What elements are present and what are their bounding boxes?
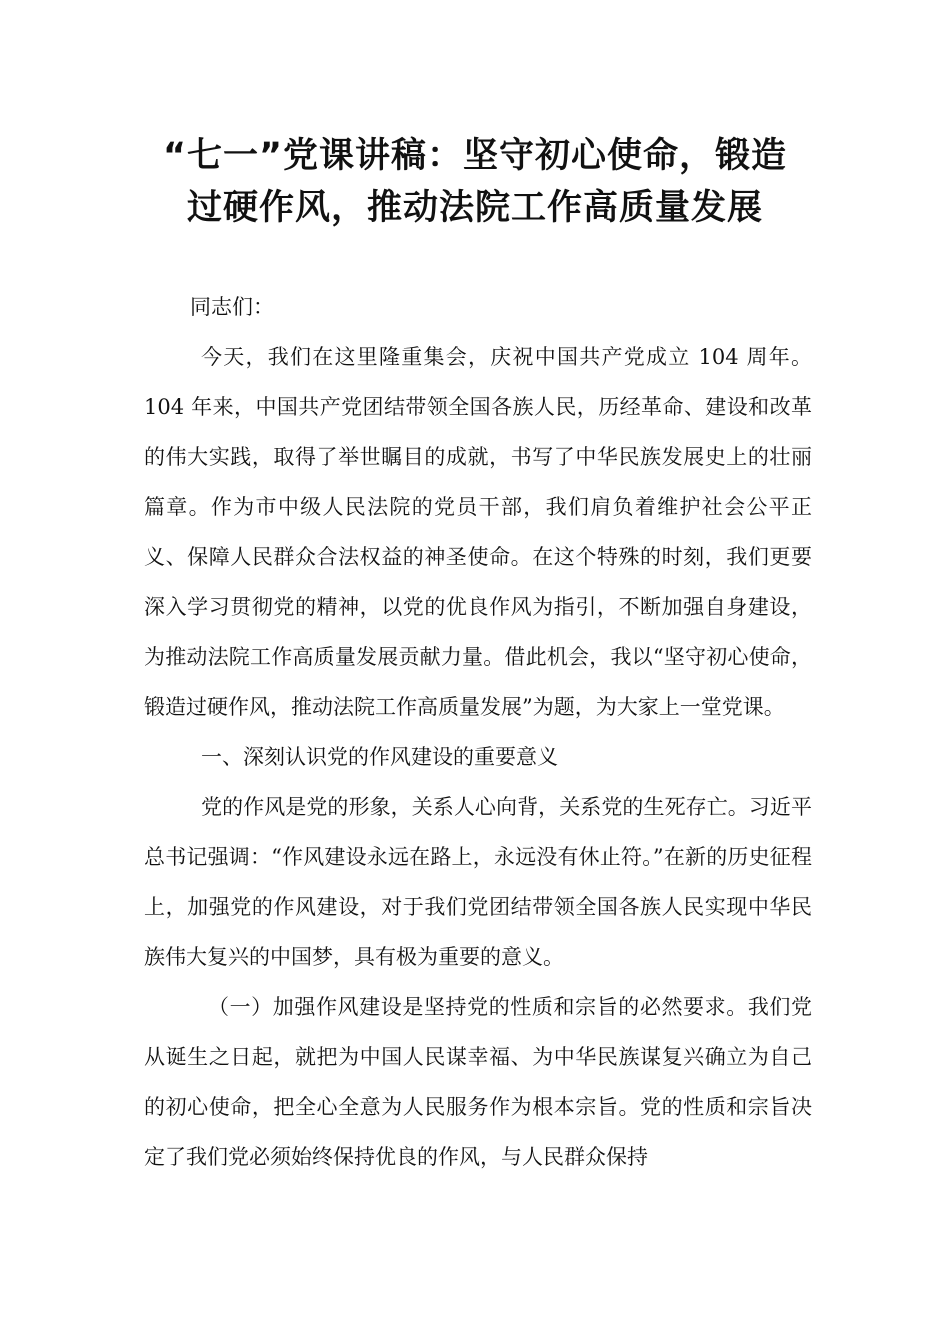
title-line-1: “七一”党课讲稿：坚守初心使命，锻造 [162,136,787,176]
document-body [144,282,812,1182]
title-line-2: 过硬作风，推动法院工作高质量发展 [186,188,763,228]
paragraph-subpoint-1: （一）加强作风建设是坚持党的性质和宗旨的必然要求。我们党从诞生之日起，就把为中国人民谋幸福、为中华民族谋复兴确立为自己的初心使命，把全心全意为人民服务作为根本宗旨。党的性质和宗旨决定了我们党必须始终保持优良的作风，与人民群众保持 [144,995,812,1169]
paragraph-significance: 党的作风是党的形象，关系人心向背，关系党的生死存亡。习近平总书记强调：“作风建设永远在路上，永远没有休止符。”在新的历史征程上，加强党的作风建设，对于我们党团结带领全国各族人民实现中华民族伟大复兴的中国梦，具有极为重要的意义。 [144,795,812,969]
document-title [80,130,870,234]
paragraph-intro: 今天，我们在这里隆重集会，庆祝中国共产党成立 104 周年。104 年来，中国共产党团结带领全国各族人民，历经革命、建设和改革的伟大实践，取得了举世瞩目的成就，书写了中华民族发展史上的壮丽篇章。作为市中级人民法院的党员干部，我们肩负着维护社会公平正义、保障人民群众合法权益的神圣使命。在这个特殊的时刻，我们更要深入学习贯彻党的精神，以党的优良作风为指引，不断加强自身建设，为推动法院工作高质量发展贡献力量。借此机会，我以“坚守初心使命，锻造过硬作风，推动法院工作高质量发展”为题，为大家上一堂党课。 [144,345,812,719]
salutation: 同志们： [190,295,274,319]
section-heading-1: 一、深刻认识党的作风建设的重要意义 [201,745,558,769]
